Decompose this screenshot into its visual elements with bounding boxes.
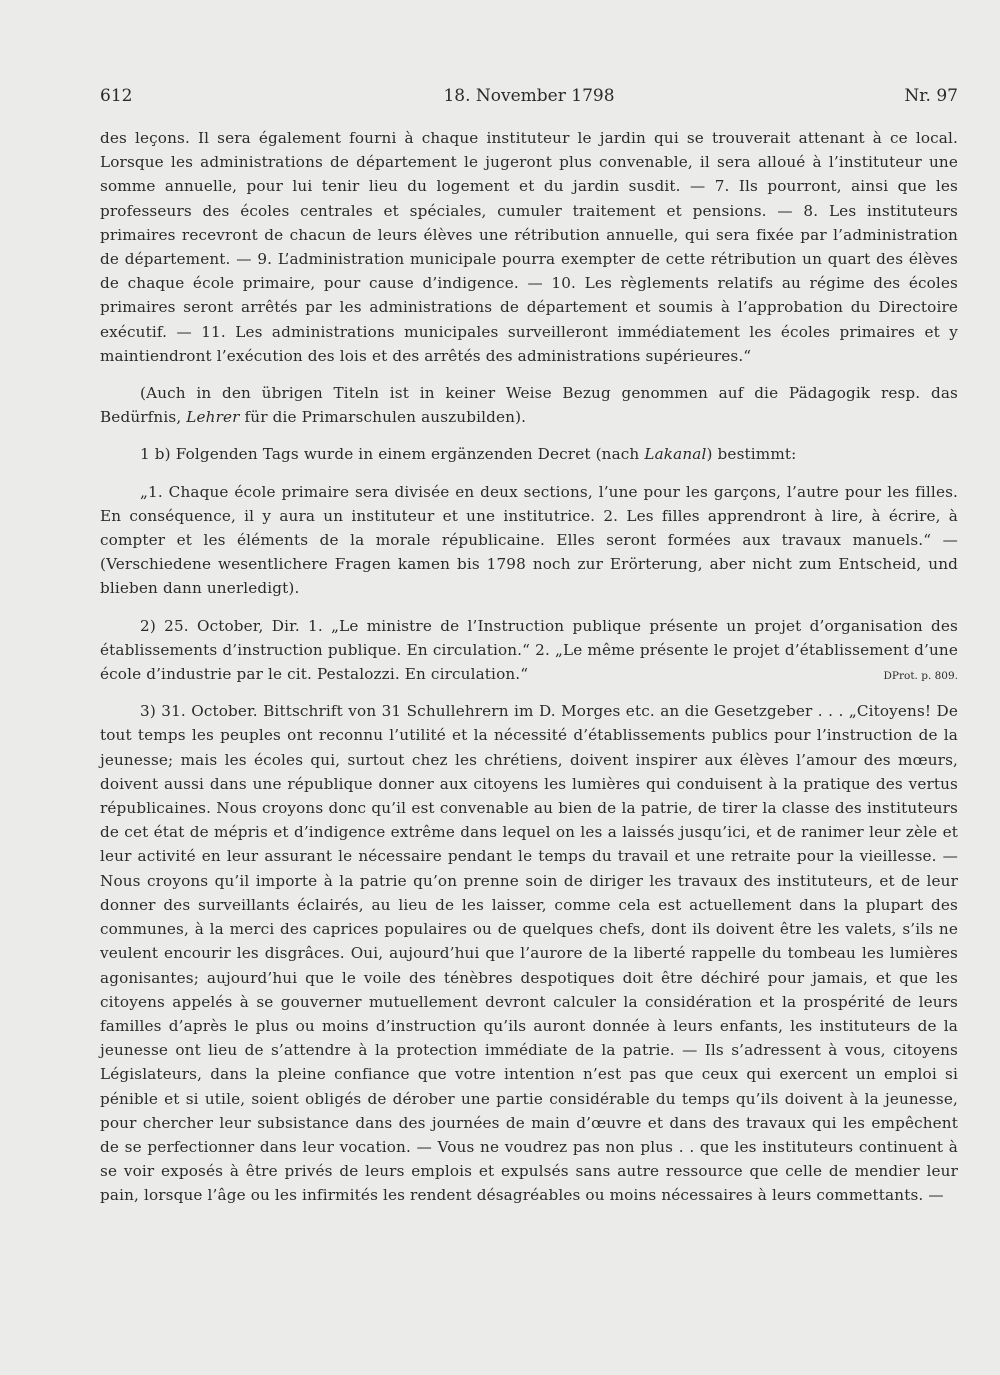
note-text-end: für die Primarschulen auszubilden). [239, 408, 527, 427]
body-text [100, 126, 958, 1208]
document-number: Nr. 97 [904, 86, 958, 106]
running-header [100, 86, 958, 114]
decree-italic-lakanal: Lakanal [644, 445, 707, 464]
paragraph-decree-continuation: des leçons. Il sera également fourni à chaque instituteur le jardin qui se trouverait attenant à ce local. Lorsque les administrations de département le jugeront plus convenable, il sera alloué à l’instituteur une somme annuelle, pour lui tenir lieu du logement et du jardin susdit. — 7. Ils pourront, ainsi que les professeurs des écoles centrales et spéciales, cumuler traitement et pensions. — 8. Les instituteurs primaires recevront de chacun de leurs élèves une rétribution annuelle, qui sera fixée par l’administration de département. — 9. L’administration municipale pourra exempter de cette rétribution un quart des élèves de chaque école primaire, pour cause d’indigence. — 10. Les règlements relatifs au régime des écoles primaires seront arrêtés par les administrations de département et soumis à l’approbation du Directoire exécutif. — 11. Les administrations municipales surveilleront immédiatement les écoles primaires et y maintiendront l’exécution des lois et des arrêtés des administrations supérieures.“ [100, 129, 958, 365]
decree-text-end: ) bestimmt: [706, 445, 797, 464]
page-number: 612 [100, 86, 133, 106]
october-25-text: 2) 25. October, Dir. 1. „Le ministre de l’Instruction publique présente un projet d’organisation des établissements d’instruction publique. En circulation.“ 2. „Le même présente le projet d’établissement d’une école d’industrie par le cit. Pestalozzi. En circulation.“ [100, 616, 958, 684]
protocol-reference: DProt. p. 809. [883, 670, 958, 683]
decree-text-start: 1 b) Folgenden Tags wurde in einem ergänzenden Decret (nach [140, 445, 645, 464]
header-date: 18. November 1798 [443, 86, 615, 106]
paragraph-supplementary-decree [100, 442, 958, 466]
paragraph-school-sections: „1. Chaque école primaire sera divisée en deux sections, l’une pour les garçons, l’autre pour les filles. En conséquence, il y aura un instituteur et une institutrice. 2. Les filles apprendront à lire, à écrire, à compter et les éléments de la morale républicaine. Elles seront formées aux travaux manuels.“ — (Verschiedene wesentlichere Fragen kamen bis 1798 noch zur Erörterung, aber nicht zum Entscheid, und blieben dann unerledigt). [100, 482, 958, 598]
note-italic-lehrer: Lehrer [186, 408, 240, 427]
paragraph-petition-october-31: 3) 31. October. Bittschrift von 31 Schullehrern im D. Morges etc. an die Gesetzgeber . . . „Citoyens! De tout temps les peuples ont reconnu l’utilité et la nécessité d’établissements publics pour l’instruction de la jeunesse; mais les écoles qui, surtout chez les chrétiens, doivent inspirer aux élèves l’amour des mœurs, doivent aussi dans une république donner aux citoyens les lumières qui conduisent à la pratique des vertus républicaines. Nous croyons donc qu’il est convenable au bien de la patrie, de tirer la classe des instituteurs de cet état de mépris et d’indigence extrême dans lequel on les a laissés jusqu’ici, et de ranimer leur zèle et leur activité en leur assurant le nécessaire pendant le temps du travail et une retraite pour la vieillesse. — Nous croyons qu’il importe à la patrie qu’on prenne soin de diriger les travaux des instituteurs, et de leur donner des surveillants éclairés, au lieu de les laisser, comme cela est actuellement dans la plupart des communes, à la merci des caprices populaires ou de quelques chefs, dont ils doivent être les valets, s’ils ne veulent encourir les disgrâces. Oui, aujourd’hui que l’aurore de la liberté rappelle du tombeau les lumières agonisantes; aujourd’hui que le voile des ténèbres despotiques doit être déchiré pour jamais, et que les citoyens appelés à se gouverner mutuellement devront calculer la considération et la prospérité de leurs familles d’après le plus ou moins d’instruction qu’ils auront donnée à leurs enfants, les instituteurs de la jeunesse ont lieu de s’attendre à la protection immédiate de la patrie. — Ils s’adressent à vous, citoyens Législateurs, dans la pleine confiance que votre intention n’est pas que ceux qui exercent un emploi si pénible et si utile, soient obligés de dérober une partie considérable du temps qu’ils doivent à la jeunesse, pour chercher leur subsistance dans des journées de main d’œuvre et dans des travaux qui les empêchent de se perfectionner dans leur vocation. — Vous ne voudrez pas non plus . . que les instituteurs continuent à se voir exposés à être privés de leurs emplois et expulsés sans autre ressource que celle de mendier leur pain, lorsque l’âge ou les infirmités les rendent désagréables ou moins nécessaires à leurs commettants. — [100, 702, 958, 1205]
paragraph-october-25 [100, 614, 958, 687]
paragraph-note-titles [100, 381, 958, 429]
note-text-start: (Auch in den übrigen Titeln ist in keiner Weise Bezug genommen auf die Pädagogik resp. das Bedürfnis, [100, 384, 958, 427]
